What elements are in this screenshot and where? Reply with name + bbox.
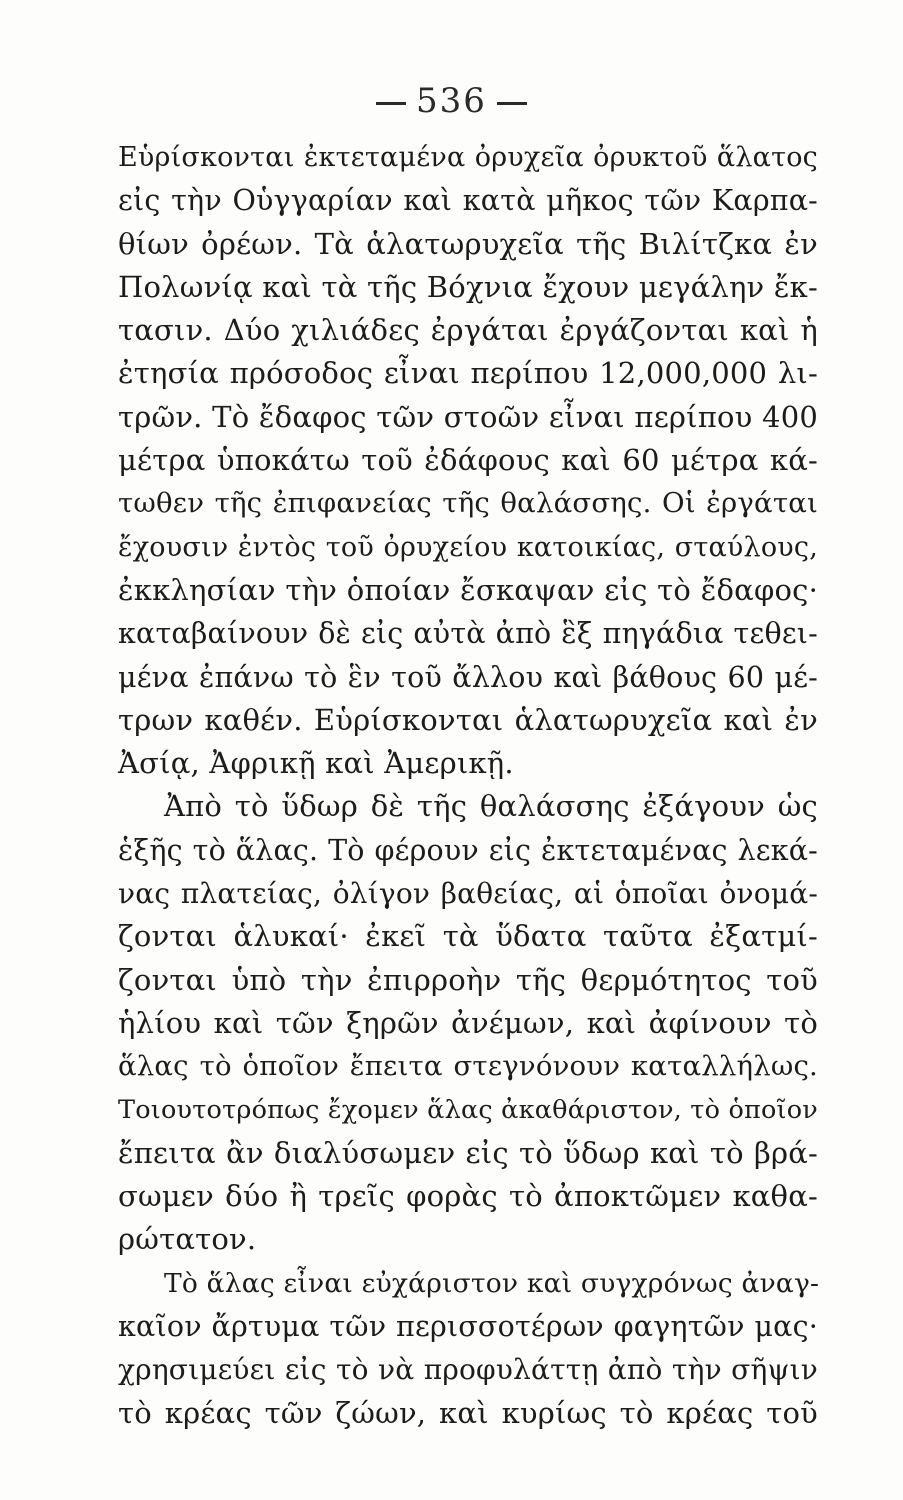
header-dash-left bbox=[376, 102, 406, 105]
header-dash-right bbox=[497, 102, 527, 105]
text-line: ἡλίου καὶ τῶν ξηρῶν ἀνέμων, καὶ ἀφίνουν τὸ bbox=[118, 1005, 818, 1040]
text-line: ἔχουσιν ἐντὸς τοῦ ὀρυχείου κατοικίας, σταύλους, bbox=[118, 531, 818, 563]
text-line: Πολωνίᾳ καὶ τὰ τῆς Βόχνια ἔχουν μεγάλην ἔκ- bbox=[118, 269, 818, 304]
text-line: Τοιουτοτρόπως ἔχομεν ἅλας ἀκαθάριστον, τὸ ὁποῖον bbox=[118, 1094, 818, 1125]
text-line: σωμεν δύο ἢ τρεῖς φορὰς τὸ ἀποκτῶμεν καθα- bbox=[118, 1179, 818, 1214]
text-line: ἅλας τὸ ὁποῖον ἔπειτα στεγνόνουν καταλλήλως. bbox=[118, 1050, 818, 1083]
text-line: μέτρα ὑποκάτω τοῦ ἐδάφους καὶ 60 μέτρα κά- bbox=[118, 443, 818, 478]
text-line: Εὑρίσκονται ἐκτεταμένα ὀρυχεῖα ὀρυκτοῦ ἅλατος bbox=[118, 142, 818, 173]
text-line: ἑξῆς τὸ ἅλας. Τὸ φέρουν εἰς ἐκτεταμένας λεκά- bbox=[118, 833, 818, 867]
text-line: θίων ὀρέων. Τὰ ἁλατωρυχεῖα τῆς Βιλίτζκα ἐν bbox=[118, 226, 818, 261]
text-line: ζονται ὑπὸ τὴν ἐπιρροὴν τῆς θερμότητος τοῦ bbox=[118, 962, 818, 997]
text-line: ρώτατον. bbox=[118, 1222, 257, 1257]
text-line: Ἀσίᾳ, Ἀφρικῇ καὶ Ἀμερικῇ. bbox=[118, 746, 514, 781]
text-line: ἔπειτα ἂν διαλύσωμεν εἰς τὸ ὕδωρ καὶ τὸ βρά- bbox=[118, 1135, 818, 1170]
text-line: μένα ἐπάνω τὸ ἓν τοῦ ἄλλου καὶ βάθους 60 μέ- bbox=[118, 660, 818, 694]
text-line: τὸ κρέας τῶν ζώων, καὶ κυρίως τὸ κρέας τοῦ bbox=[118, 1395, 818, 1430]
page-body-text bbox=[118, 136, 818, 1435]
text-line: ἐκκλησίαν τὴν ὁποίαν ἔσκαψαν εἰς τὸ ἔδαφος· bbox=[118, 572, 818, 607]
text-line: ἐτησία πρόσοδος εἶναι περίπου 12,000,000 λι- bbox=[118, 356, 818, 391]
text-line: τρῶν. Τὸ ἔδαφος τῶν στοῶν εἶναι περίπου 400 bbox=[118, 399, 818, 434]
page-header bbox=[0, 76, 903, 126]
text-line: Τὸ ἅλας εἶναι εὐχάριστον καὶ συγχρόνως ἀναγ- bbox=[164, 1267, 820, 1299]
page-number: 536 bbox=[416, 81, 487, 121]
text-line: χρησιμεύει εἰς τὸ νὰ προφυλάττῃ ἀπὸ τὴν σῆψιν bbox=[118, 1353, 818, 1387]
text-line: ζονται ἁλυκαί· ἐκεῖ τὰ ὕδατα ταῦτα ἐξατμί- bbox=[118, 919, 818, 954]
text-line: καῖον ἄρτυμα τῶν περισσοτέρων φαγητῶν μας· bbox=[118, 1310, 818, 1344]
text-line: τωθεν τῆς ἐπιφανείας τῆς θαλάσσης. Οἱ ἐργάται bbox=[118, 487, 818, 520]
text-line: Ἀπὸ τὸ ὕδωρ δὲ τῆς θαλάσσης ἐξάγουν ὡς bbox=[164, 789, 818, 824]
text-line: τρων καθέν. Εὑρίσκονται ἁλατωρυχεῖα καὶ ἐν bbox=[118, 702, 818, 737]
text-line: εἰς τὴν Οὑγγαρίαν καὶ κατὰ μῆκος τῶν Καρπα- bbox=[118, 184, 818, 218]
text-line: νας πλατείας, ὀλίγον βαθείας, αἱ ὁποῖαι ὀνομά- bbox=[118, 877, 818, 911]
text-line: καταβαίνουν δὲ εἰς αὐτὰ ἀπὸ ἓξ πηγάδια τεθει- bbox=[118, 617, 818, 651]
text-line: τασιν. Δύο χιλιάδες ἐργάται ἐργάζονται καὶ ἡ bbox=[118, 313, 818, 348]
